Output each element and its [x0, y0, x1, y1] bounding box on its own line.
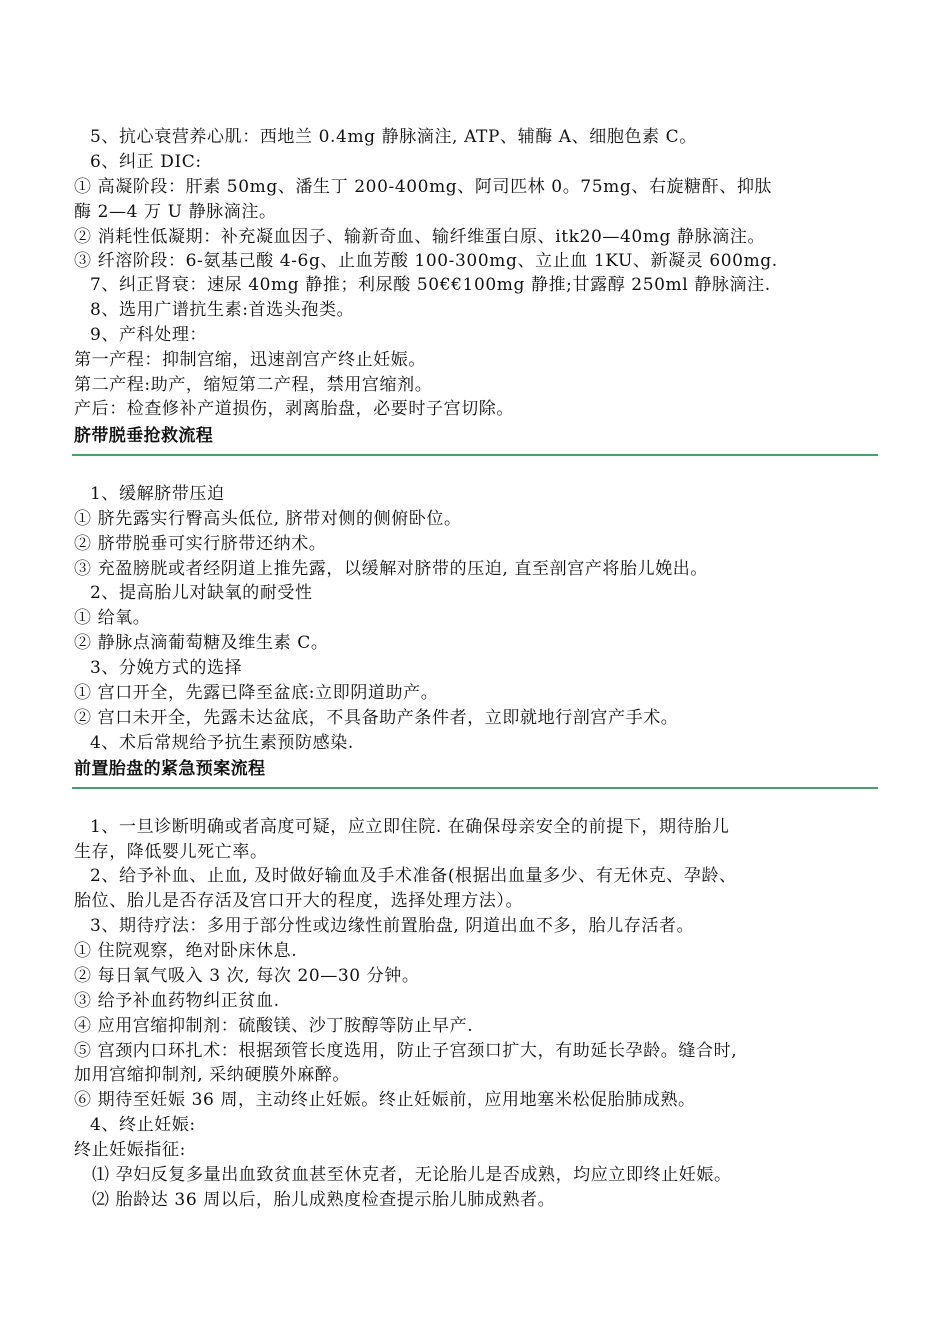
text-line: 5、抗心衰营养心肌：西地兰 0.4mg 静脉滴注, ATP、辅酶 A、细胞色素 C。	[90, 127, 697, 147]
text-line: ⑵ 胎龄达 36 周以后，胎儿成熟度检查提示胎儿肺成熟者。	[92, 1190, 556, 1210]
text-line: ③ 充盈膀胱或者经阴道上推先露，以缓解对脐带的压迫, 直至剖宫产将胎儿娩出。	[74, 559, 709, 579]
text-line: 酶 2—4 万 U 静脉滴注。	[74, 202, 277, 222]
text-line: ② 脐带脱垂可实行脐带还纳术。	[74, 534, 327, 554]
text-line: 4、术后常规给予抗生素预防感染.	[90, 733, 354, 753]
text-line: ① 住院观察，绝对卧床休息.	[74, 941, 298, 961]
text-line: ② 每日氧气吸入 3 次, 每次 20—30 分钟。	[74, 966, 420, 986]
text-line: 2、提高胎儿对缺氧的耐受性	[90, 583, 313, 603]
text-line: ④ 应用宫缩抑制剂：硫酸镁、沙丁胺醇等防止早产.	[74, 1016, 474, 1036]
text-line: 2、给予补血、止血, 及时做好输血及手术准备(根据出血量多少、有无休克、孕龄、	[90, 866, 737, 886]
text-line: 加用宫缩抑制剂, 采纳硬膜外麻醉。	[74, 1065, 351, 1085]
text-line: 3、分娩方式的选择	[90, 658, 243, 678]
text-line: 终止妊娠指征:	[74, 1140, 186, 1160]
section-heading-placenta-previa: 前置胎盘的紧急预案流程	[74, 759, 266, 779]
text-line: ⑤ 宫颈内口环扎术：根据颈管长度选用，防止子宫颈口扩大，有助延长孕龄。缝合时,	[74, 1041, 738, 1061]
text-line: 8、选用广谱抗生素:首选头孢类。	[90, 300, 355, 320]
text-line: 6、纠正 DIC:	[90, 152, 202, 172]
text-line: 9、产科处理：	[90, 325, 208, 345]
text-line: ② 消耗性低凝期：补充凝血因子、输新奇血、输纤维蛋白原、itk20—40mg 静脉滴注。	[74, 227, 766, 247]
text-line: ① 给氧。	[74, 608, 151, 628]
text-line: ⑥ 期待至妊娠 36 周，主动终止妊娠。终止妊娠前，应用地塞米松促胎肺成熟。	[74, 1090, 696, 1110]
text-line: ① 高凝阶段：肝素 50mg、潘生丁 200-400mg、阿司匹林 0。75mg、右旋糖酐、抑肽	[74, 177, 773, 197]
text-line: ⑴ 孕妇反复多量出血致贫血甚至休克者，无论胎儿是否成熟，均应立即终止妊娠。	[92, 1165, 732, 1185]
text-line: 1、缓解脐带压迫	[90, 484, 225, 504]
text-line: ③ 给予补血药物纠正贫血.	[74, 991, 280, 1011]
text-line: ① 宫口开全，先露已降至盆底:立即阴道助产。	[74, 683, 439, 703]
text-line: 7、纠正肾衰：速尿 40mg 静推；利尿酸 50€€100mg 静推;甘露醇 250ml 静脉滴注.	[90, 275, 771, 295]
section-divider	[72, 454, 878, 456]
text-line: ② 宫口未开全，先露未达盆底，不具备助产条件者，立即就地行剖宫产手术。	[74, 708, 679, 728]
text-line: ③ 纤溶阶段：6-氨基己酸 4-6g、止血芳酸 100-300mg、立止血 1KU、新凝灵 600mg.	[74, 251, 778, 271]
text-line: ② 静脉点滴葡萄糖及维生素 C。	[74, 633, 329, 653]
text-line: 胎位、胎儿是否存活及宫口开大的程度，选择处理方法）。	[74, 891, 524, 911]
text-line: 第一产程：抑制宫缩，迅速剖宫产终止妊娠。	[74, 350, 426, 370]
text-line: 1、一旦诊断明确或者高度可疑，应立即住院. 在确保母亲安全的前提下，期待胎儿	[90, 817, 730, 837]
text-line: 生存，降低婴儿死亡率。	[74, 842, 268, 862]
section-heading-cord-prolapse: 脐带脱垂抢救流程	[74, 426, 214, 446]
text-line: 4、终止妊娠:	[90, 1115, 196, 1135]
section-divider	[72, 787, 878, 789]
text-line: 3、期待疗法：多用于部分性或边缘性前置胎盘, 阴道出血不多，胎儿存活者。	[90, 916, 695, 936]
text-line: ① 脐先露实行臀高头低位, 脐带对侧的侧俯卧位。	[74, 509, 462, 529]
text-line: 产后：检查修补产道损伤，剥离胎盘，必要时子宫切除。	[74, 399, 514, 419]
text-line: 第二产程:助产，缩短第二产程，禁用宫缩剂。	[74, 375, 433, 395]
